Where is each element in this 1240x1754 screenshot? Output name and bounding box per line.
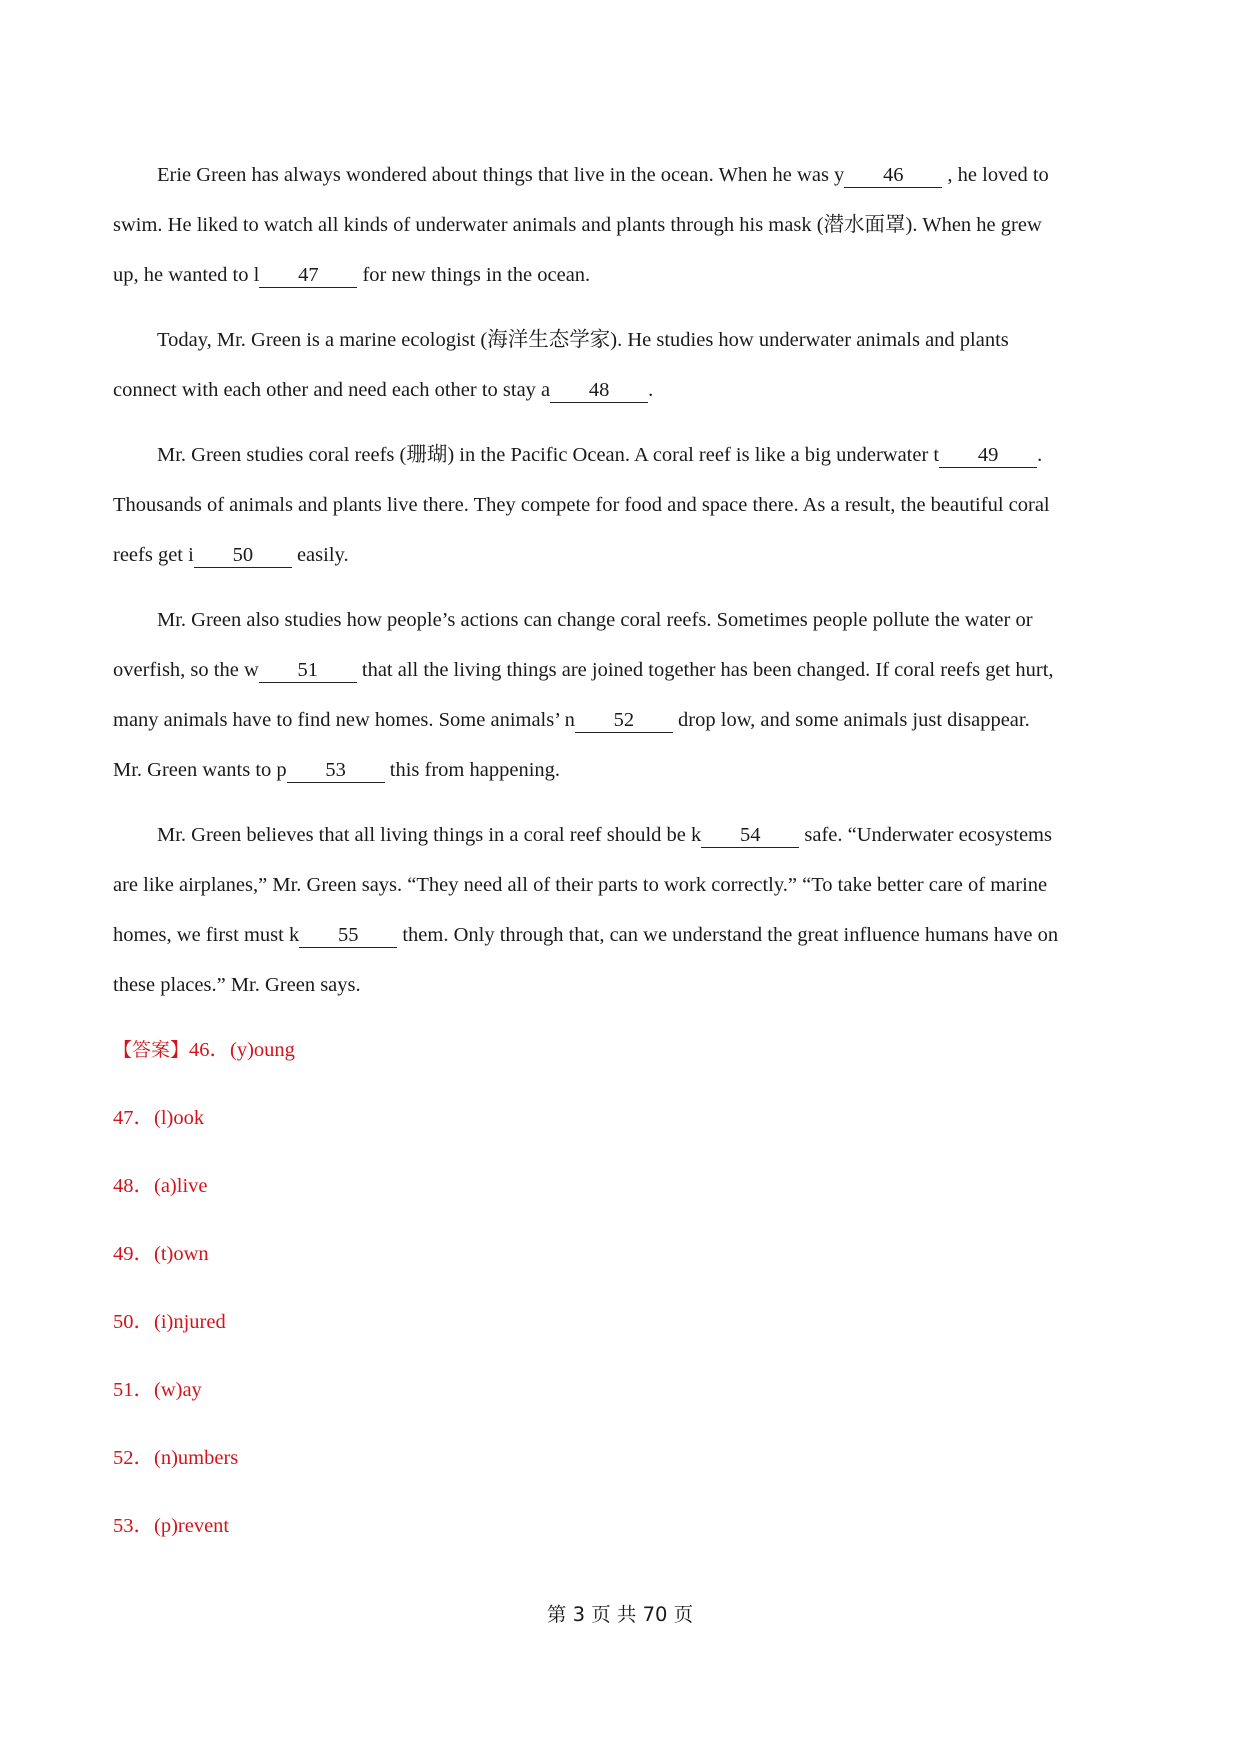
text-run: connect with each other and need each other to stay a bbox=[113, 379, 551, 401]
answer-text: 46．(y)oung bbox=[189, 1039, 295, 1061]
text-line bbox=[113, 260, 590, 290]
text-line bbox=[113, 490, 1050, 520]
text-line bbox=[157, 440, 1042, 470]
text-line bbox=[113, 870, 1047, 900]
text-run: . bbox=[648, 379, 654, 401]
blank-number: 53 bbox=[325, 759, 346, 781]
blank-number: 54 bbox=[740, 824, 761, 846]
text-line bbox=[113, 655, 1054, 685]
text-line bbox=[113, 375, 653, 405]
text-line bbox=[113, 210, 1042, 240]
text-run: overfish, so the w bbox=[113, 659, 259, 681]
blank-number: 51 bbox=[297, 659, 319, 681]
answer-tag: 【答案】 bbox=[113, 1039, 190, 1061]
blank-number: 52 bbox=[613, 709, 635, 731]
text-run: them. Only through that, can we understand the great influence humans have on bbox=[397, 924, 1059, 946]
fill-in-blank bbox=[194, 543, 292, 568]
text-run: safe. “Underwater ecosystems bbox=[799, 824, 1052, 846]
text-line bbox=[157, 325, 1009, 355]
text-run: Mr. Green studies coral reefs (珊瑚) in the Pacific Ocean. A coral reef is like a big underwater t bbox=[157, 444, 940, 466]
text-run: Erie Green has always wondered about things that live in the ocean. When he was y bbox=[157, 164, 845, 186]
answer-item: 52．(n)umbers bbox=[113, 1447, 239, 1469]
text-line bbox=[113, 755, 560, 785]
blank-number: 47 bbox=[298, 264, 319, 286]
text-run: , he loved to bbox=[942, 164, 1049, 186]
text-line bbox=[113, 705, 1030, 735]
text-run: swim. He liked to watch all kinds of underwater animals and plants through his mask (潜水面罩). When he grew bbox=[113, 214, 1042, 236]
text-run: drop low, and some animals just disappear. bbox=[672, 709, 1030, 731]
answer-item: 48．(a)live bbox=[113, 1175, 208, 1197]
text-run: . bbox=[1037, 444, 1043, 466]
fill-in-blank bbox=[550, 378, 648, 403]
text-run: many animals have to find new homes. Some animals’ n bbox=[113, 709, 575, 731]
text-line bbox=[157, 820, 1052, 850]
text-run: Thousands of animals and plants live there. They compete for food and space there. As a result, the beautiful coral bbox=[113, 494, 1050, 516]
answer-item: 53．(p)revent bbox=[113, 1515, 230, 1537]
answer-item: 50．(i)njured bbox=[113, 1311, 226, 1333]
text-run: Mr. Green wants to p bbox=[113, 759, 287, 781]
fill-in-blank bbox=[259, 263, 357, 288]
text-run: reefs get i bbox=[113, 544, 194, 566]
answer-item bbox=[113, 1035, 295, 1065]
fill-in-blank bbox=[287, 758, 385, 783]
text-run: for new things in the ocean. bbox=[357, 264, 591, 286]
fill-in-blank bbox=[844, 163, 942, 188]
text-line bbox=[113, 540, 349, 570]
text-line bbox=[113, 920, 1058, 950]
text-line bbox=[157, 605, 1033, 635]
text-run: that all the living things are joined together has been changed. If coral reefs get hurt, bbox=[356, 659, 1054, 681]
text-line bbox=[113, 970, 361, 1000]
blank-number: 48 bbox=[588, 379, 610, 401]
blank-number: 50 bbox=[232, 544, 254, 566]
text-run: Mr. Green also studies how people’s actions can change coral reefs. Sometimes people pollute the water or bbox=[157, 609, 1033, 631]
answer-item: 47．(l)ook bbox=[113, 1107, 205, 1129]
answer-item: 51．(w)ay bbox=[113, 1379, 202, 1401]
blank-number: 55 bbox=[337, 924, 359, 946]
text-run: easily. bbox=[291, 544, 349, 566]
blank-number: 46 bbox=[883, 164, 904, 186]
text-run: Mr. Green believes that all living things in a coral reef should be k bbox=[157, 824, 702, 846]
text-run: this from happening. bbox=[384, 759, 561, 781]
fill-in-blank bbox=[575, 708, 673, 733]
text-run: homes, we first must k bbox=[113, 924, 300, 946]
fill-in-blank bbox=[299, 923, 397, 948]
text-run: are like airplanes,” Mr. Green says. “They need all of their parts to work correctly.” “To take better care of marine bbox=[113, 874, 1048, 896]
blank-number: 49 bbox=[977, 444, 999, 466]
fill-in-blank bbox=[259, 658, 357, 683]
text-run: Today, Mr. Green is a marine ecologist (海洋生态学家). He studies how underwater animals and plants bbox=[157, 329, 1009, 351]
text-run: these places.” Mr. Green says. bbox=[113, 974, 361, 996]
page-footer: 第 3 页 共 70 页 bbox=[546, 1603, 694, 1626]
answer-item: 49．(t)own bbox=[113, 1243, 209, 1265]
text-line bbox=[157, 160, 1049, 190]
text-run: up, he wanted to l bbox=[113, 264, 260, 286]
fill-in-blank bbox=[939, 443, 1037, 468]
fill-in-blank bbox=[701, 823, 799, 848]
